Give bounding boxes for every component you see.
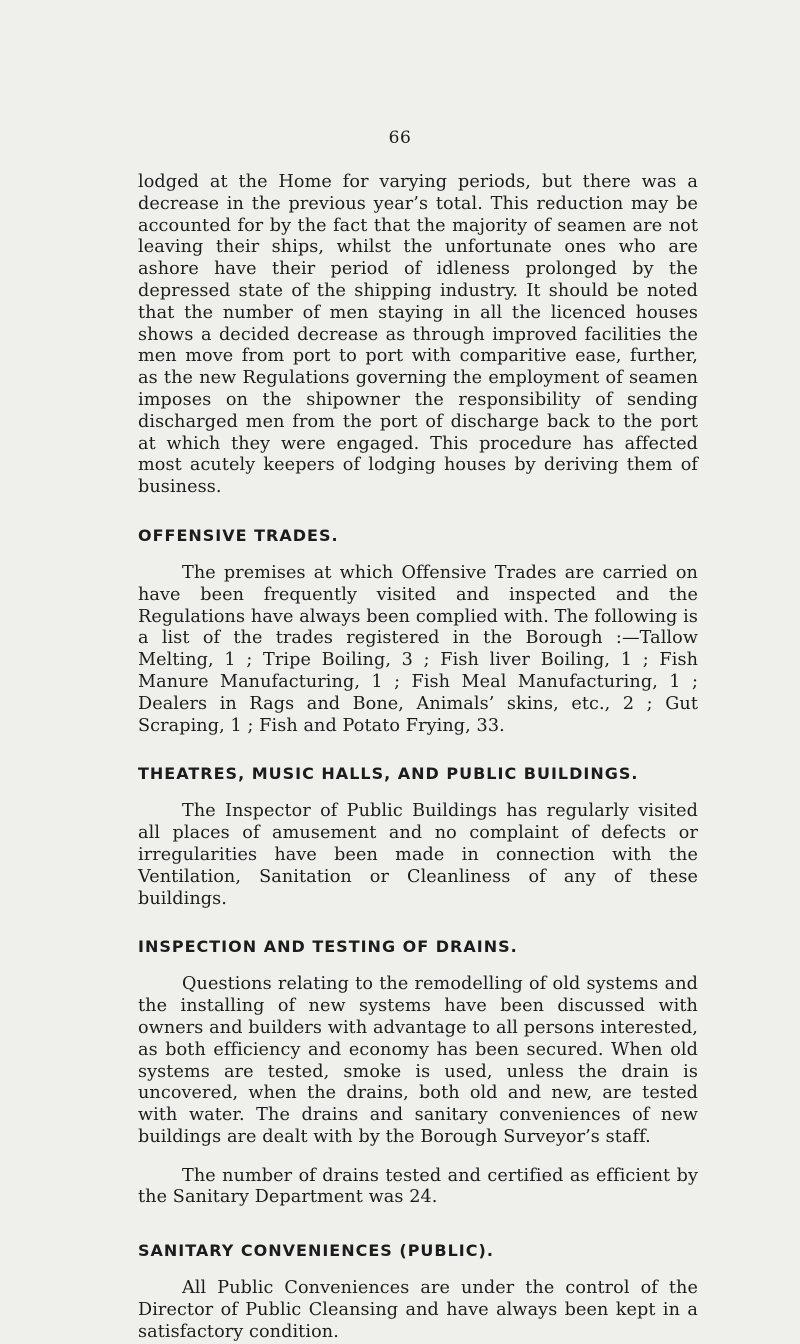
page-number: 66: [388, 128, 412, 148]
offensive-trades-paragraph: The premises at which Offensive Trades are carried on have been frequently visited and inspected and the Regulations have always been complied with. The following is a list of the trades registered in the Borough :—Tallow Melting, 1 ; Tripe Boiling, 3 ; Fish liver Boiling, 1 ; Fish Manure Manufacturing, 1 ; Fish Meal Manufacturing, 1 ; Dealers in Rags and Bone, Animals’ skins, etc., 2 ; Gut Scraping, 1 ; Fish and Potato Frying, 33.: [138, 562, 698, 736]
intro-paragraph: lodged at the Home for varying periods, but there was a decrease in the previous year’s total. This reduction may be accounted for by the fact that the majority of seamen are not leaving their ships, whilst the unfortunate ones who are ashore have their period of idleness prolonged by the depressed state of the shipping industry. It should be noted that the number of men staying in all the licenced houses shows a decided decrease as through improved facilities the men move from port to port with comparitive ease, further, as the new Regulations governing the employment of seamen imposes on the shipowner the responsibility of sending discharged men from the port of discharge back to the port at which they were engaged. This procedure has affected most acutely keepers of lodging houses by deriving them of business.: [138, 172, 698, 498]
theatres-paragraph: The Inspector of Public Buildings has regularly visited all places of amusement and no complaint of defects or irregularities have been made in connection with the Ventilation, Sanitation or Cleanliness of any of these buildings.: [138, 801, 698, 909]
page-body: [138, 172, 698, 1344]
heading-theatres: THEATRES, MUSIC HALLS, AND PUBLIC BUILDINGS.: [138, 764, 639, 784]
heading-offensive-trades: OFFENSIVE TRADES.: [138, 525, 339, 545]
heading-sanitary-conveniences: SANITARY CONVENIENCES (PUBLIC).: [138, 1241, 494, 1261]
heading-drains: INSPECTION AND TESTING OF DRAINS.: [138, 937, 518, 957]
drains-paragraph-2: The number of drains tested and certified as efficient by the Sanitary Department was 24.: [138, 1165, 698, 1208]
drains-paragraph-1: Questions relating to the remodelling of old systems and the installing of new systems have been discussed with owners and builders with advantage to all persons interested, as both efficiency and economy has been secured. When old systems are tested, smoke is used, unless the drain is uncovered, when the drains, both old and new, are tested with water. The drains and sanitary conveniences of new buildings are dealt with by the Borough Surveyor’s staff.: [138, 974, 698, 1147]
sanitary-conveniences-paragraph: All Public Conveniences are under the control of the Director of Public Cleansing and have always been kept in a satisfactory condition.: [138, 1278, 698, 1342]
